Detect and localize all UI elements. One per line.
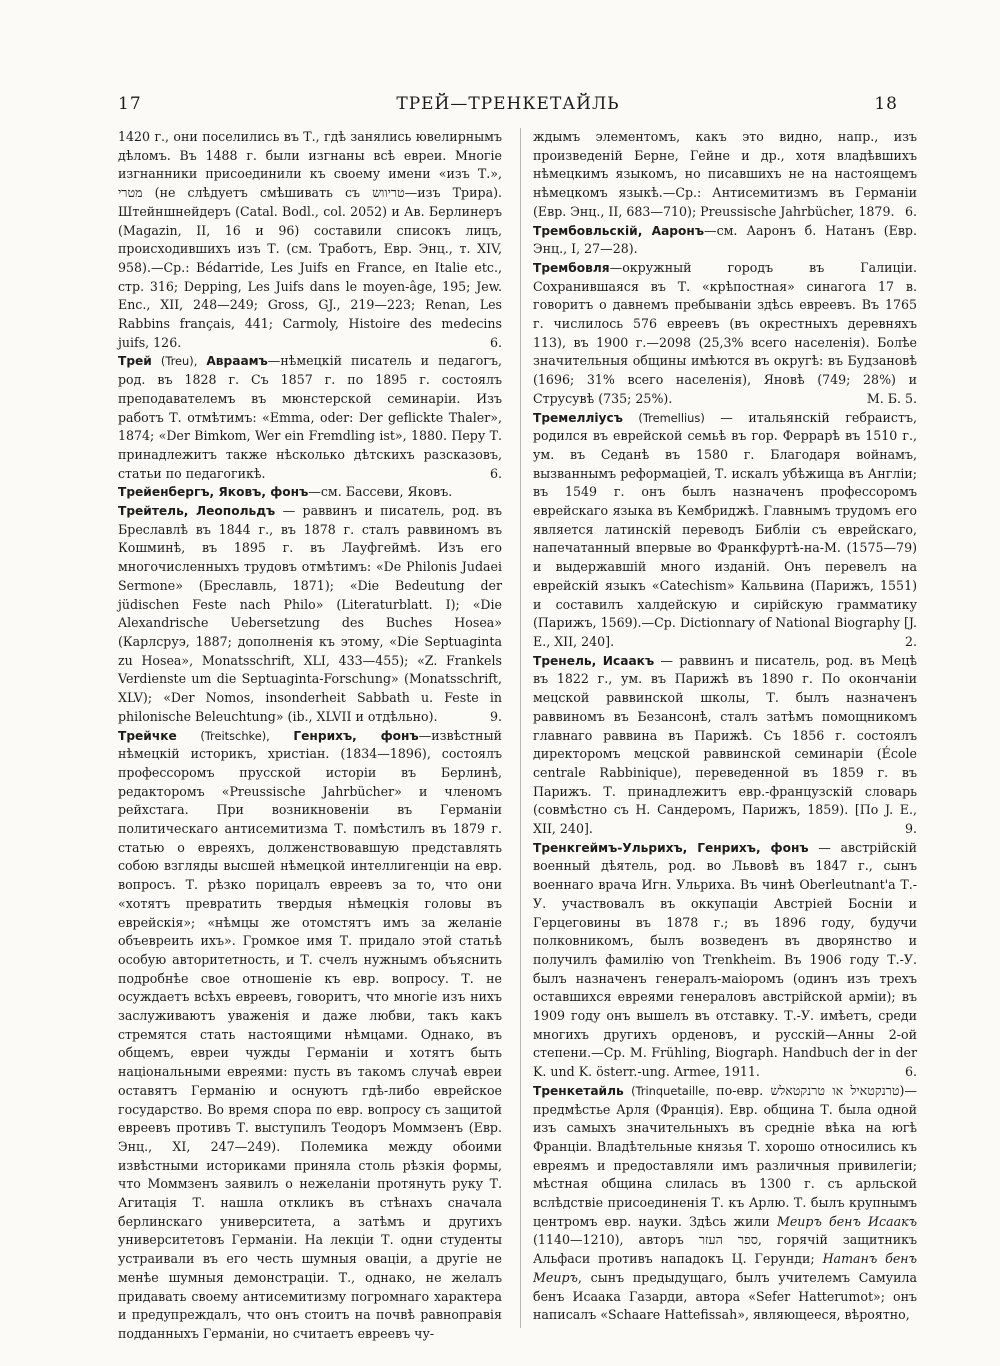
author-signature: 9. [489,708,502,724]
running-header [118,94,898,124]
entry-text: —нѣмецкій писатель и педагогъ, род. въ 1828 г. Съ 1857 г. по 1895 г. состоялъ преподавателемъ въ мюнстерской семинаріи. Изъ работъ Т. отмѣтимъ: «Emma, oder: Der geflickte Thaler», 1874; «Der Bimkom, Wer ein Fremdling ist», 1880. Перу Т. принадлежитъ также нѣсколько дѣтскихъ разсказовъ, статьи по педагогикѣ. [118,353,502,481]
latin-name: (Treitschke), [200,728,270,743]
headword: Тренкгеймъ-Ульрихъ, Генрихъ, фонъ [533,840,809,855]
column-divider [520,128,521,1328]
page-number-right: 18 [874,94,898,114]
entry-text: — раввинъ и писатель, род. въ Мецѣ въ 1822 г., ум. въ Парижѣ въ 1890 г. По окончаніи мецской раввинской школы, Т. былъ назначенъ раввиномъ въ Безансонѣ, сталъ затѣмъ помощникомъ главнаго раввина въ Парижѣ. Съ 1856 г. состоялъ директоромъ мецской раввинской семинаріи (École centrale Rabbinique), переведенной въ 1859 г. въ Парижъ. Т. принадлежитъ евр.-французскій словарь (совмѣстно съ Н. Сандеромъ, Парижъ, 1859). [По J. E., XII, 240]. [533,652,917,837]
entry-trembovlsky [533,222,917,259]
left-column [118,128,503,1341]
entry-trenel [533,652,917,839]
headword: Тренкетайль [533,1083,624,1098]
entry-text: 1420 г., они поселились въ Т., гдѣ занялись ювелирнымъ дѣломъ. Въ 1488 г. были изгнаны всѣ евреи. Многіе изгнанники присоединили къ своему имени «изъ Т.», מטרי (не слѣдуетъ смѣшивать съ טריווש—изъ Трира). Штейншнейдеръ (Catal. Bodl., col. 2052) и Ав. Берлинеръ (Magazin, II, 16 и 96) составили списокъ лицъ, происходившихъ изъ Т. (см. Тработъ, Евр. Энц., т. XIV, 958).—Ср.: Bédarride, Les Juifs en France, en Italie etc., стр. 316; Depping, Les Juifs dans le moyen-âge, 195; Jew. Enc., XII, 248—249; Gross, GJ., 219—223; Renan, Les Rabbins français, 441; Carmoly, Histoire des medecins juifs, 126. [118,129,503,350]
latin-name: (Tremellius) [638,410,705,425]
entry-continuation [533,128,917,222]
headword: Трембовльскій, Ааронъ [533,223,704,238]
entry-text: —извѣстный нѣмецкій историкъ, христіан. (1834—1896), состоялъ профессоромъ прусской исторіи въ Берлинѣ, редакторомъ «Preussische Jahrbücher» и членомъ рейхстага. При возникновеніи въ Германіи политическаго антисемитизма Т. помѣстилъ въ 1879 г. статью о евреяхъ, долженствовавшую представлять собою взгляды высшей нѣмецкой интеллигенціи на евр. вопросъ. Т. рѣзко порицалъ евреевъ за то, что они «хотятъ превратить твердыя нѣмецкія головы въ еврейскія»; «нѣмцы же отомстятъ имъ за желаніе объевреить ихъ». Громкое имя Т. придало этой статьѣ особую авторитетность, и Т. счелъ нужнымъ объяснить подробнѣе свое отношеніе къ евр. вопросу. Т. не осуждаетъ всѣхъ евреевъ, говоритъ, что многіе изъ нихъ заслуживаютъ уваженія и даже любви, такъ какъ стремятся стать настоящими нѣмцами. Однако, въ общемъ, евреи чужды Германіи и хотятъ быть національными евреями: пусть въ такомъ случаѣ евреи оставятъ Германію и оснуютъ гдѣ-либо еврейское государство. Во время спора по евр. вопросу съ защитой евреевъ противъ Т. выступилъ Теодоръ Моммзенъ (Евр. Энц., XI, 247—249). Полемика между обоими извѣстными историками приняла столь рѣзкія формы, что Моммзенъ заявилъ о нежеланіи протянуть руку Т. Агитація Т. нашла откликъ въ стѣнахъ сначала берлинскаго университета, а затѣмъ и другихъ университетовъ Германіи. На лекціи Т. одни студенты устраивали въ его честь шумныя оваціи, а другіе не менѣе шумныя демонстраціи. Т., однако, не желалъ придавать своему антисемитизму погромнаго характера и предупреждалъ, что онъ стоитъ на почвѣ равноправія подданныхъ Германіи, но считаетъ евреевъ чу- [118,727,502,1341]
author-signature: 6. [489,465,502,481]
headword: Трей [118,354,152,369]
entry-trembovlya [533,259,917,409]
entry-trenkheim [533,839,917,1082]
right-column [533,128,917,1328]
author-signature: 2. [904,633,917,649]
person-name: Меиръ бенъ Исаакъ [776,1213,918,1229]
latin-name: (Trinquetaille, [631,1083,709,1098]
author-signature: 9. [904,821,917,837]
page-number-left: 17 [118,94,142,114]
author-signature: 6. [904,1064,917,1080]
person-name: Натанъ бенъ Меиръ [533,1251,917,1285]
author-signature: М. Б. 5. [866,390,917,406]
entry-treitel [118,502,502,726]
entry-treyenberg [118,483,502,502]
headword: Трембовля [533,260,610,275]
given-name: Генрихъ, фонъ [293,728,419,743]
author-signature: 6. [904,203,917,219]
entry-continuation [118,128,502,352]
running-title: ТРЕЙ—ТРЕНКЕТАЙЛЬ [396,94,620,114]
author-signature: 6. [489,334,502,350]
entry-text: , сынъ предыдущаго, былъ учителемъ Самуила бенъ Исаака Газарди, автора «Sefer Hatterumot»; онъ написалъ «Schaare Hattefissah», являющееся, вѣроятно, [533,1269,917,1323]
entry-text: —окружный городъ въ Галиціи. Сохранившаяся въ Т. «крѣпостная» синагога 17 в. говоритъ о давнемъ пребываніи здѣсь евреевъ. Въ 1765 г. числилось 576 евреевъ (въ окрестныхъ деревняхъ 113), въ 1900 г.—2098 (25,3% всего населенія). Болѣе значительныя общины имѣются въ округѣ: въ Будзановѣ (1696; 31% всего населенія), Яновѣ (749; 28%) и Струсувѣ (735; 25%). [533,259,917,406]
entry-text: —см. Бассеви, Яковъ. [308,484,453,500]
headword: Тремелліусъ [533,410,623,425]
entry-tremellius [533,409,917,652]
entry-text: ждымъ элементомъ, какъ это видно, напр., изъ произведеній Берне, Гейне и др., хотя владѣвшихъ нѣмецкимъ языкомъ, но писавшихъ не на настоящемъ нѣмецкомъ языкѣ.—Ср.: Антисемитизмъ въ Германіи (Евр. Энц., II, 683—710); Preussische Jahrbücher, 1879. [533,129,917,219]
entry-text: (1140—1210), авторъ ספר העזר, горячій защитникъ Альфаси противъ нападокъ Ц. Герунди; [533,1232,917,1267]
latin-name: (Treu), [160,354,198,369]
entry-treu [118,352,502,483]
entry-text: по-евр. טרנקטאיל או טרנקטאלש)—предмѣстье Арля (Франція). Евр. община Т. была одной изъ самыхъ значительныхъ въ средніе вѣка на югѣ Франціи. Владѣтельные князья Т. хорошо относились къ евреямъ и предоставляли имъ различныя привилегіи; мѣстная община слилась въ 1300 г. съ арльской вслѣдствіе присоединенія Т. къ Арлю. Т. былъ крупнымъ центромъ евр. науки. Здѣсь жили [533,1082,917,1229]
headword: Трейенбергъ, Яковъ, фонъ [118,485,309,500]
entry-text: — итальянскій гебраистъ, родился въ еврейской семьѣ въ гор. Феррарѣ въ 1510 г., ум. въ Седанѣ въ 1580 г. Благодаря войнамъ, вызваннымъ реформаціей, Т. искалъ убѣжища въ Англіи; въ 1549 г. онъ былъ назначенъ профессоромъ еврейскаго языка въ Кембриджѣ. Главнымъ трудомъ его является латинскій переводъ Библіи съ еврейскаго, напечатанный впервые во Франкфуртѣ-на-М. (1575—79) и выдержавшій много изданій. Онъ перевелъ на еврейскій языкъ «Catechism» Кальвина (Парижъ, 1551) и составилъ халдейскую и сирійскую грамматику (Парижъ, 1569).—Ср. Dictionnary of National Biography [J. E., XII, 240]. [533,409,917,649]
entry-text: — австрійскій военный дѣятель, род. во Львовѣ въ 1847 г., сынъ военнаго врача Игн. Ульриха. Въ чинѣ Oberleutnant'a Т.-У. участвовалъ въ оккупаціи Австріей Босніи и Герцеговины въ 1878 г.; въ 1896 году, будучи полковникомъ, былъ возведенъ въ дворянство и получилъ фамилію von Trenkheim. Въ 1906 году Т.-У. былъ назначенъ генералъ-маіоромъ (одинъ изъ трехъ оставшихся евреями генераловъ австрійской арміи); въ 1909 году онъ вышелъ въ отставку. Т.-У. имѣетъ, среди многихъ другихъ орденовъ, и русскій—Анны 2-ой степени.—Ср. M. Frühling, Biograph. Handbuch der in der K. und K. österr.-ung. Armee, 1911. [533,839,917,1080]
headword: Тренель, Исаакъ [533,653,655,668]
entry-trinquetaille [533,1082,917,1325]
given-name: Авраамъ [206,354,268,369]
entry-text: — раввинъ и писатель, род. въ Бреславлѣ въ 1844 г., въ 1878 г. сталъ раввиномъ въ Кошминѣ, въ 1895 г. въ Лауфгеймѣ. Изъ его многочисленныхъ трудовъ отмѣтимъ: «De Philonis Judaei Sermone» (Бреславль, 1871); «Die Bedeutung der jüdischen Feste nach Philo» (Literaturblatt. I); «Die Alexandrische Uebersetzung des Buches Hosea» (Карлсруэ, 1887; дополненія къ этому, «Die Septuaginta zu Hosea», Monatsschrift, XLI, 433—455); «Z. Frankels Verdienste um die Septuaginta-Forschung» (Monatsschrift, XLV); «Der Nomos, insonderheit Sabbath u. Feste in philonische Beleuchtung» (ib., XLVII и отдѣльно). [118,503,502,724]
headword: Трейтель, Леопольдъ [118,504,276,519]
entry-text: —см. Ааронъ б. Натанъ (Евр. Энц., I, 27—28). [533,222,917,257]
headword: Трейчке [118,728,177,743]
entry-treitschke [118,727,502,1344]
